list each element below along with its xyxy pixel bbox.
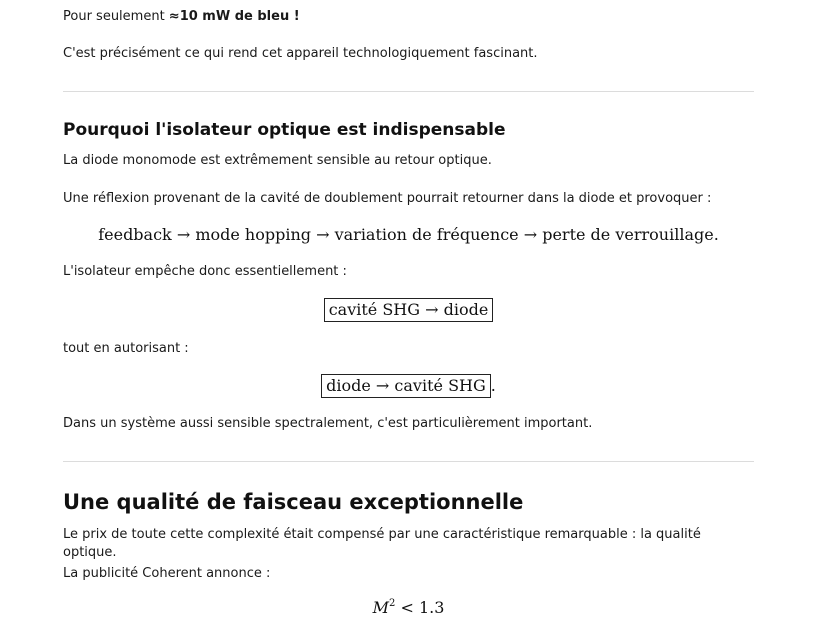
isolator-paragraph-4: tout en autorisant :: [63, 341, 189, 356]
allowed-path-equation: [63, 374, 754, 398]
isolator-paragraph-3: L'isolateur empêche donc essentiellement :: [63, 264, 347, 279]
intro-line-prefix: Pour seulement: [63, 9, 169, 24]
isolator-paragraph-5: Dans un système aussi sensible spectralement, c'est particulièrement important.: [63, 416, 593, 431]
allowed-path-box: diode → cavité SHG: [321, 374, 491, 398]
section-divider-1: [63, 91, 754, 92]
blocked-path-box: cavité SHG → diode: [324, 298, 494, 322]
m-exponent: 2: [388, 598, 396, 609]
allowed-path-period: .: [490, 376, 496, 395]
feedback-chain-equation: feedback → mode hopping → variation de fréquence → perte de verrouillage.: [98, 225, 719, 244]
m-symbol: M: [372, 598, 389, 617]
m-relation: < 1.3: [395, 598, 445, 617]
beam-quality-heading: Une qualité de faisceau exceptionnelle: [63, 490, 524, 514]
blocked-path-equation: [63, 298, 754, 322]
beam-paragraph-2: La publicité Coherent annonce :: [63, 566, 271, 581]
isolator-heading: Pourquoi l'isolateur optique est indispensable: [63, 120, 506, 140]
intro-line-fascinating: C'est précisément ce qui rend cet appareil technologiquement fascinant.: [63, 46, 538, 61]
m-squared-equation: [63, 598, 754, 618]
isolator-paragraph-2: Une réflexion provenant de la cavité de doublement pourrait retourner dans la diode et provoquer :: [63, 191, 712, 206]
isolator-paragraph-1: La diode monomode est extrêmement sensible au retour optique.: [63, 153, 492, 168]
beam-paragraph-1: Le prix de toute cette complexité était compensé par une caractéristique remarquable : la qualité optique.: [63, 527, 701, 560]
intro-line-power: [63, 8, 300, 26]
intro-line-bold: ≈10 mW de bleu !: [168, 9, 300, 24]
section-divider-2: [63, 461, 754, 462]
